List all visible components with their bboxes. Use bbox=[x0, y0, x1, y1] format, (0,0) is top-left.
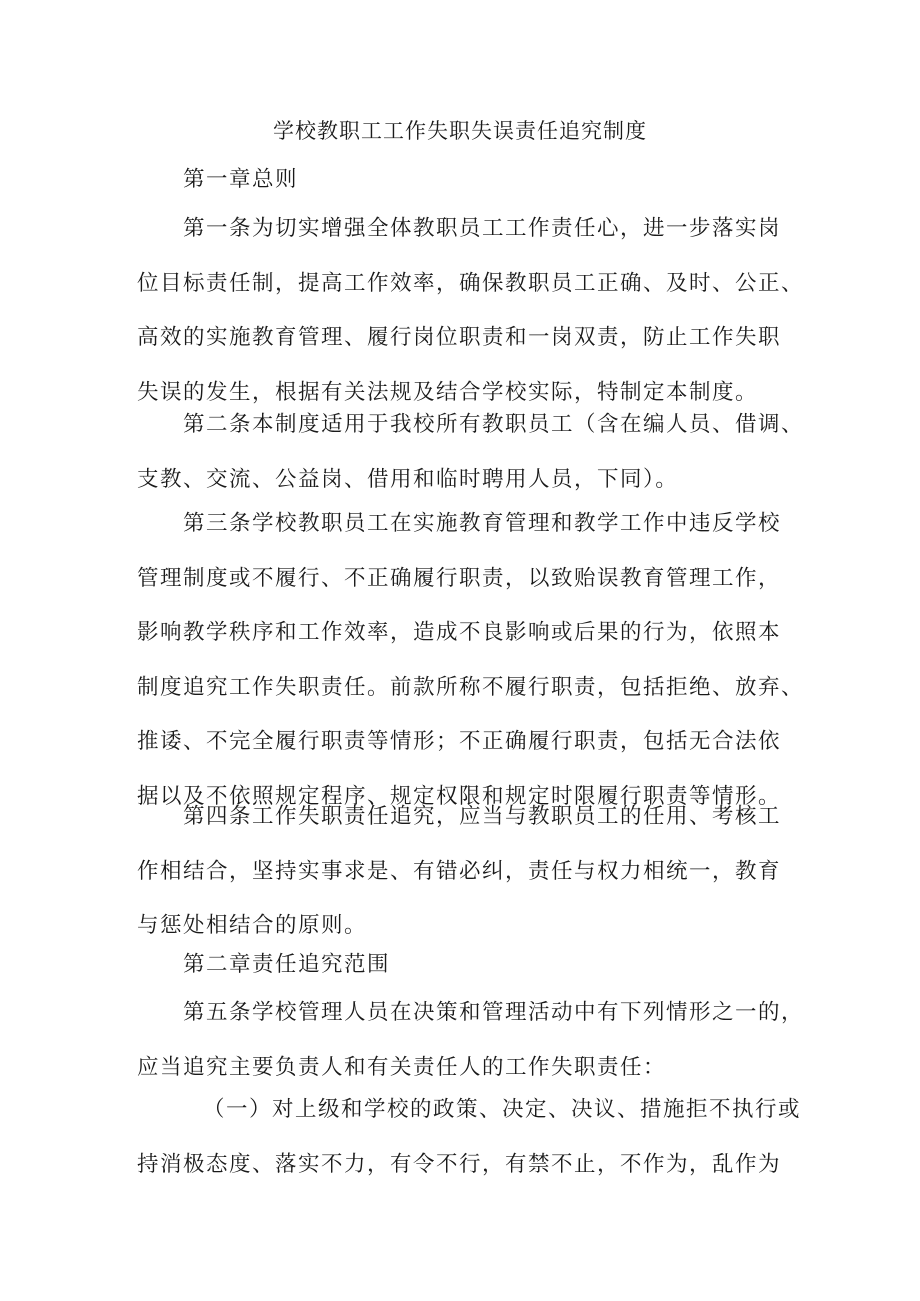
list-item-paragraph bbox=[137, 1083, 802, 1192]
paragraph-line: 影响教学秩序和工作效率，造成不良影响或后果的行为，依照本 bbox=[137, 620, 782, 645]
article-paragraph bbox=[137, 986, 805, 1095]
paragraph-line: 推诿、不完全履行职责等情形；不正确履行职责，包括无合法依 bbox=[137, 729, 782, 754]
article-paragraph bbox=[137, 790, 797, 954]
paragraph-line: 第一章总则 bbox=[183, 167, 299, 192]
paragraph-line: 第一条为切实增强全体教职员工工作责任心，进一步落实岗 bbox=[183, 216, 782, 241]
paragraph-line: 作相结合，坚持实事求是、有错必纠，责任与权力相统一，教育 bbox=[137, 858, 782, 884]
paragraph-line: 第二条本制度适用于我校所有教职员工（含在编人员、借调、 bbox=[183, 412, 805, 437]
article-paragraph bbox=[137, 202, 805, 420]
paragraph-line: 第四条工作失职责任追究，应当与教职员工的任用、考核工 bbox=[183, 804, 782, 829]
paragraph-line: 第五条学校管理人员在决策和管理活动中有下列情形之一的， bbox=[183, 1000, 805, 1025]
paragraph-line: 持消极态度、落实不力，有令不行，有禁不止，不作为，乱作为 bbox=[137, 1151, 782, 1177]
paragraph-line: 第三条学校教职员工在实施教育管理和教学工作中违反学校 bbox=[183, 511, 782, 536]
paragraph-line: 支教、交流、公益岗、借用和临时聘用人员，下同）。 bbox=[137, 466, 679, 492]
paragraph-line: 高效的实施教育管理、履行岗位职责和一岗双责，防止工作失职 bbox=[137, 325, 782, 350]
chapter-heading bbox=[137, 153, 797, 208]
chapter-heading bbox=[137, 938, 797, 993]
paragraph-line: 制度追究工作失职责任。前款所称不履行职责，包括拒绝、放弃、 bbox=[137, 674, 805, 700]
paragraph-line: 与惩处相结合的原则。 bbox=[137, 913, 368, 938]
article-paragraph bbox=[137, 398, 805, 507]
paragraph-line: 第二章责任追究范围 bbox=[183, 952, 391, 977]
document-title: 学校教职工工作失职失误责任追究制度 bbox=[273, 119, 647, 143]
paragraph-line: 应当追究主要负责人和有关责任人的工作失职责任： bbox=[137, 1054, 667, 1080]
article-paragraph bbox=[137, 497, 805, 824]
paragraph-line: 失误的发生，根据有关法规及结合学校实际，特制定本制度。 bbox=[137, 379, 759, 405]
paragraph-line: （一）对上级和学校的政策、决定、决议、措施拒不执行或 bbox=[203, 1097, 802, 1122]
paragraph-line: 管理制度或不履行、不正确履行职责，以致贻误教育管理工作， bbox=[137, 565, 782, 591]
paragraph-line: 据以及不依照规定程序、规定权限和规定时限履行职责等情形。 bbox=[137, 783, 782, 809]
paragraph-line: 位目标责任制，提高工作效率，确保教职员工正确、及时、公正、 bbox=[137, 270, 805, 296]
